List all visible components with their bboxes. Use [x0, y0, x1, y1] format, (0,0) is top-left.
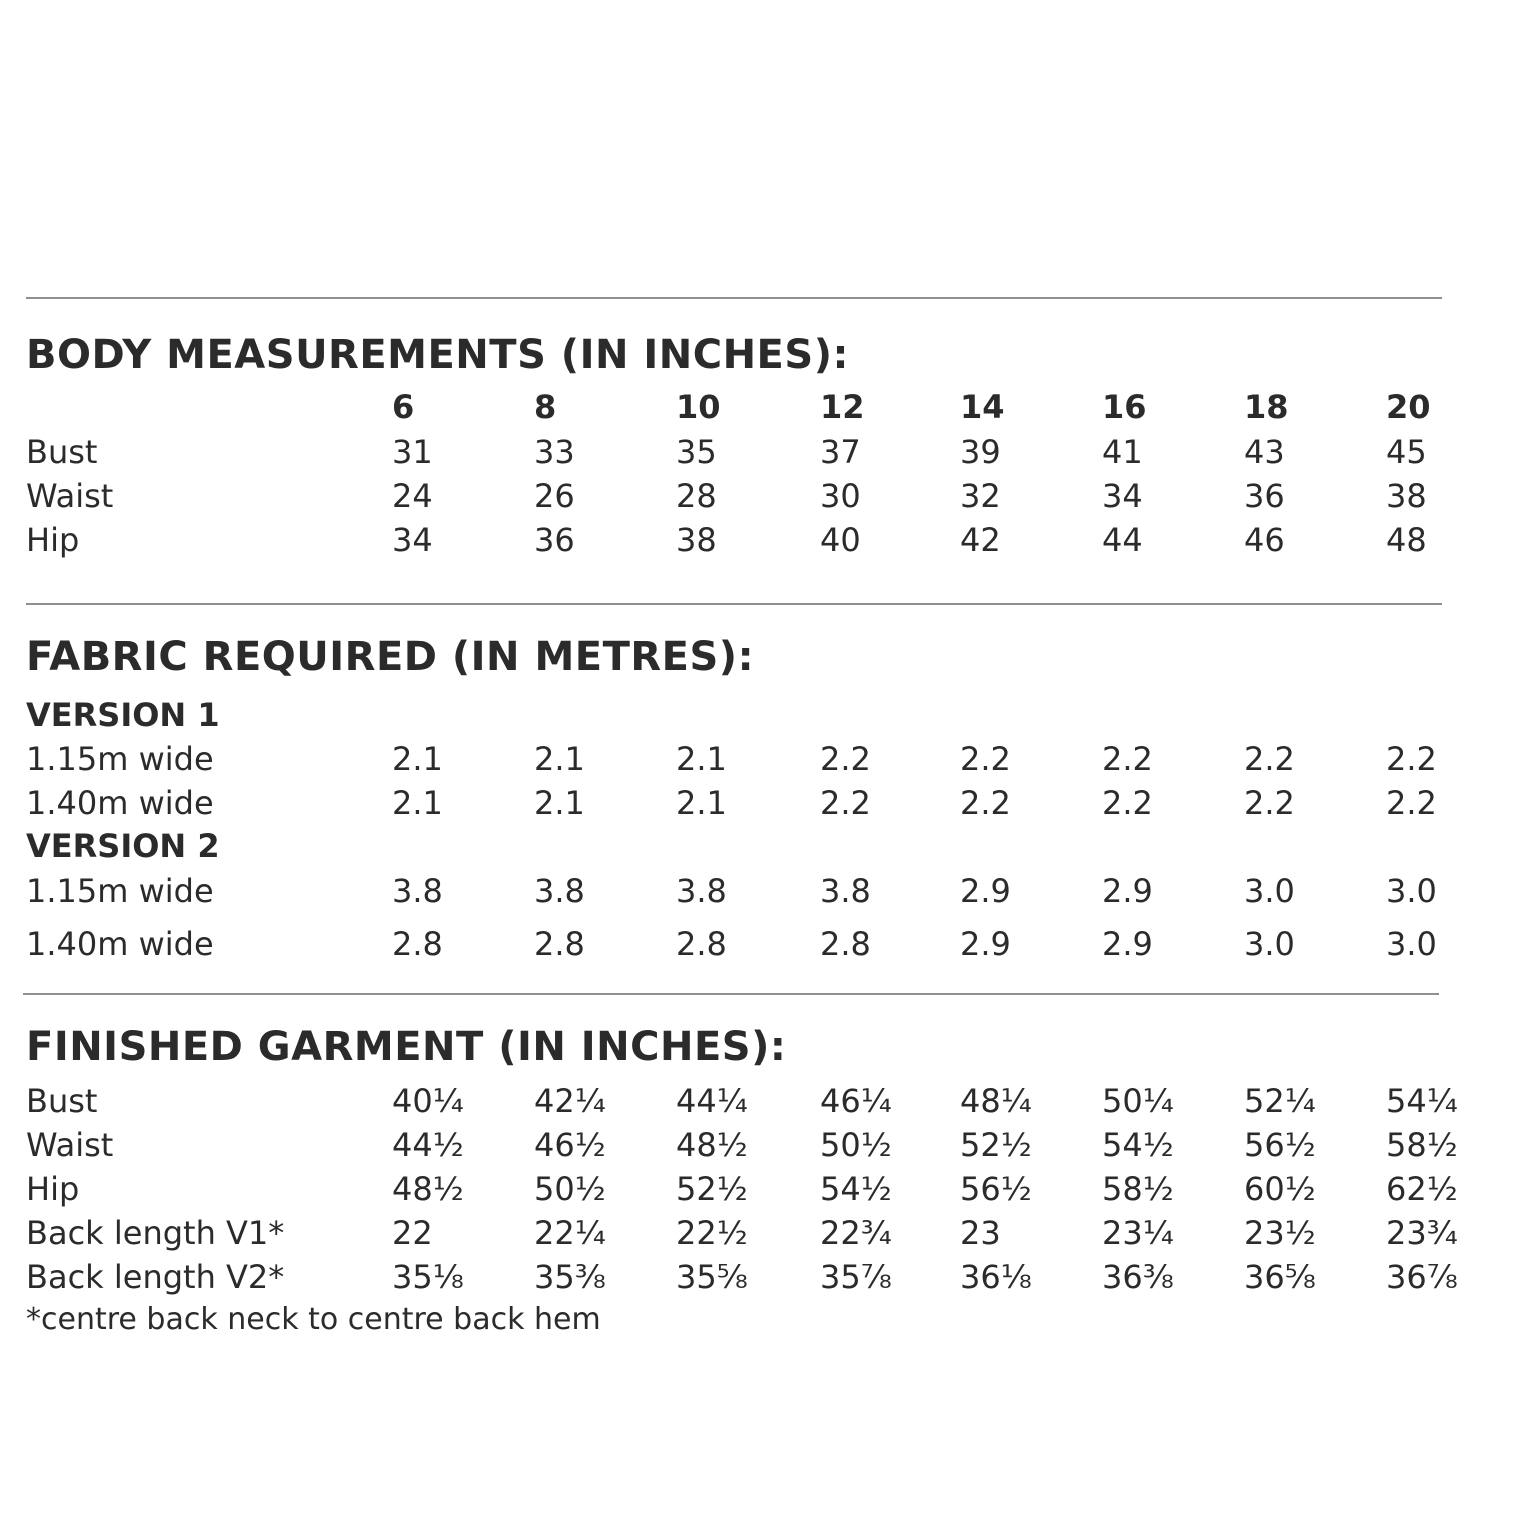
table-row: [26, 433, 1496, 477]
table-row: [26, 1214, 1496, 1258]
table-cell: 2.1: [534, 740, 585, 778]
table-cell: 48¼: [960, 1082, 1032, 1120]
table-cell: 36: [534, 521, 575, 559]
table-cell: 42: [960, 521, 1001, 559]
table-cell: 52¼: [1244, 1082, 1316, 1120]
table-cell: 33: [534, 433, 575, 471]
table-cell: 34: [1102, 477, 1143, 515]
table-cell: 22: [392, 1214, 433, 1252]
size-header: 10: [676, 388, 721, 426]
table-cell: 58½: [1386, 1126, 1458, 1164]
table-cell: 2.9: [960, 925, 1011, 963]
row-label: 1.40m wide: [26, 925, 214, 963]
row-label: Back length V2*: [26, 1258, 285, 1296]
table-cell: 3.8: [676, 872, 727, 910]
table-cell: 22¼: [534, 1214, 606, 1252]
table-cell: 23: [960, 1214, 1001, 1252]
table-cell: 2.2: [820, 740, 871, 778]
table-cell: 2.2: [1244, 784, 1295, 822]
row-label: Hip: [26, 1170, 80, 1208]
size-header: 14: [960, 388, 1005, 426]
table-cell: 2.8: [534, 925, 585, 963]
row-label: Bust: [26, 433, 98, 471]
table-cell: 2.9: [1102, 925, 1153, 963]
size-header: 6: [392, 388, 415, 426]
table-row: [26, 477, 1496, 521]
table-cell: 23¼: [1102, 1214, 1174, 1252]
table-cell: 54½: [820, 1170, 892, 1208]
table-cell: 2.9: [960, 872, 1011, 910]
table-cell: 35⅜: [534, 1258, 606, 1296]
table-cell: 54½: [1102, 1126, 1174, 1164]
body-measurements-section: [26, 332, 1496, 572]
table-cell: 46: [1244, 521, 1285, 559]
table-row: [26, 521, 1496, 565]
table-cell: 56½: [1244, 1126, 1316, 1164]
table-cell: 35⅞: [820, 1258, 892, 1296]
fabric-required-title: FABRIC REQUIRED (IN METRES):: [26, 634, 755, 680]
size-header: 20: [1386, 388, 1431, 426]
table-cell: 3.0: [1386, 925, 1437, 963]
size-header: 12: [820, 388, 865, 426]
row-label: 1.15m wide: [26, 740, 214, 778]
row-label: 1.15m wide: [26, 872, 214, 910]
table-row: [26, 1258, 1496, 1302]
table-cell: 36⅜: [1102, 1258, 1174, 1296]
table-cell: 58½: [1102, 1170, 1174, 1208]
table-cell: 36⅝: [1244, 1258, 1316, 1296]
size-header: 8: [534, 388, 557, 426]
table-cell: 36⅞: [1386, 1258, 1458, 1296]
row-label: Back length V1*: [26, 1214, 285, 1252]
table-cell: 44½: [392, 1126, 464, 1164]
table-cell: 2.1: [676, 784, 727, 822]
table-row: [26, 1126, 1496, 1170]
table-cell: 3.8: [534, 872, 585, 910]
table-cell: 38: [676, 521, 717, 559]
size-header: 18: [1244, 388, 1289, 426]
table-cell: 46¼: [820, 1082, 892, 1120]
table-cell: 3.8: [392, 872, 443, 910]
table-cell: 50¼: [1102, 1082, 1174, 1120]
table-cell: 23½: [1244, 1214, 1316, 1252]
body-measurements-title: BODY MEASUREMENTS (IN INCHES):: [26, 332, 849, 378]
table-cell: 2.2: [1386, 784, 1437, 822]
table-cell: 52½: [960, 1126, 1032, 1164]
row-label: Waist: [26, 1126, 114, 1164]
table-cell: 44: [1102, 521, 1143, 559]
table-cell: 40: [820, 521, 861, 559]
table-cell: 2.1: [676, 740, 727, 778]
table-cell: 3.0: [1386, 872, 1437, 910]
table-cell: 39: [960, 433, 1001, 471]
table-cell: 46½: [534, 1126, 606, 1164]
table-cell: 2.2: [960, 784, 1011, 822]
table-cell: 28: [676, 477, 717, 515]
table-cell: 45: [1386, 433, 1427, 471]
table-row: [26, 784, 1496, 828]
table-cell: 31: [392, 433, 433, 471]
table-cell: 3.0: [1244, 872, 1295, 910]
table-cell: 35⅛: [392, 1258, 464, 1296]
finished-garment-section: [26, 1024, 1496, 1344]
table-cell: 2.1: [392, 784, 443, 822]
divider-bottom: [23, 993, 1439, 995]
row-label: 1.40m wide: [26, 784, 214, 822]
table-cell: 60½: [1244, 1170, 1316, 1208]
table-cell: 2.2: [960, 740, 1011, 778]
table-row: [26, 1170, 1496, 1214]
table-cell: 41: [1102, 433, 1143, 471]
table-cell: 26: [534, 477, 575, 515]
table-cell: 2.1: [392, 740, 443, 778]
finished-garment-title: FINISHED GARMENT (IN INCHES):: [26, 1024, 787, 1070]
table-cell: 2.2: [1386, 740, 1437, 778]
table-cell: 32: [960, 477, 1001, 515]
divider-middle: [26, 603, 1442, 605]
table-cell: 48: [1386, 521, 1427, 559]
table-cell: 50½: [820, 1126, 892, 1164]
table-cell: 2.9: [1102, 872, 1153, 910]
table-cell: 50½: [534, 1170, 606, 1208]
table-cell: 24: [392, 477, 433, 515]
table-cell: 2.2: [820, 784, 871, 822]
table-cell: 30: [820, 477, 861, 515]
table-cell: 3.0: [1244, 925, 1295, 963]
table-cell: 37: [820, 433, 861, 471]
table-row: [26, 872, 1496, 916]
table-cell: 2.8: [392, 925, 443, 963]
table-row: [26, 1082, 1496, 1126]
table-cell: 43: [1244, 433, 1285, 471]
table-cell: 22½: [676, 1214, 748, 1252]
table-cell: 62½: [1386, 1170, 1458, 1208]
table-cell: 48½: [676, 1126, 748, 1164]
table-cell: 54¼: [1386, 1082, 1458, 1120]
footnote: *centre back neck to centre back hem: [26, 1302, 601, 1337]
table-cell: 35⅝: [676, 1258, 748, 1296]
table-cell: 34: [392, 521, 433, 559]
row-label: Hip: [26, 521, 80, 559]
table-cell: 38: [1386, 477, 1427, 515]
table-cell: 23¾: [1386, 1214, 1458, 1252]
table-cell: 56½: [960, 1170, 1032, 1208]
table-cell: 40¼: [392, 1082, 464, 1120]
fabric-required-section: [26, 634, 1496, 974]
table-cell: 3.8: [820, 872, 871, 910]
table-cell: 36⅛: [960, 1258, 1032, 1296]
table-cell: 2.2: [1102, 740, 1153, 778]
version-1-heading: VERSION 1: [26, 696, 220, 734]
table-cell: 36: [1244, 477, 1285, 515]
table-cell: 2.2: [1102, 784, 1153, 822]
table-cell: 22¾: [820, 1214, 892, 1252]
table-row: [26, 925, 1496, 969]
size-header: 16: [1102, 388, 1147, 426]
row-label: Bust: [26, 1082, 98, 1120]
size-header-row: [26, 388, 1496, 432]
table-cell: 2.1: [534, 784, 585, 822]
divider-top: [26, 297, 1442, 299]
table-cell: 42¼: [534, 1082, 606, 1120]
table-cell: 2.8: [676, 925, 727, 963]
table-row: [26, 740, 1496, 784]
table-cell: 52½: [676, 1170, 748, 1208]
table-cell: 2.8: [820, 925, 871, 963]
table-cell: 35: [676, 433, 717, 471]
table-cell: 44¼: [676, 1082, 748, 1120]
table-cell: 48½: [392, 1170, 464, 1208]
table-cell: 2.2: [1244, 740, 1295, 778]
version-2-heading: VERSION 2: [26, 827, 220, 865]
row-label: Waist: [26, 477, 114, 515]
